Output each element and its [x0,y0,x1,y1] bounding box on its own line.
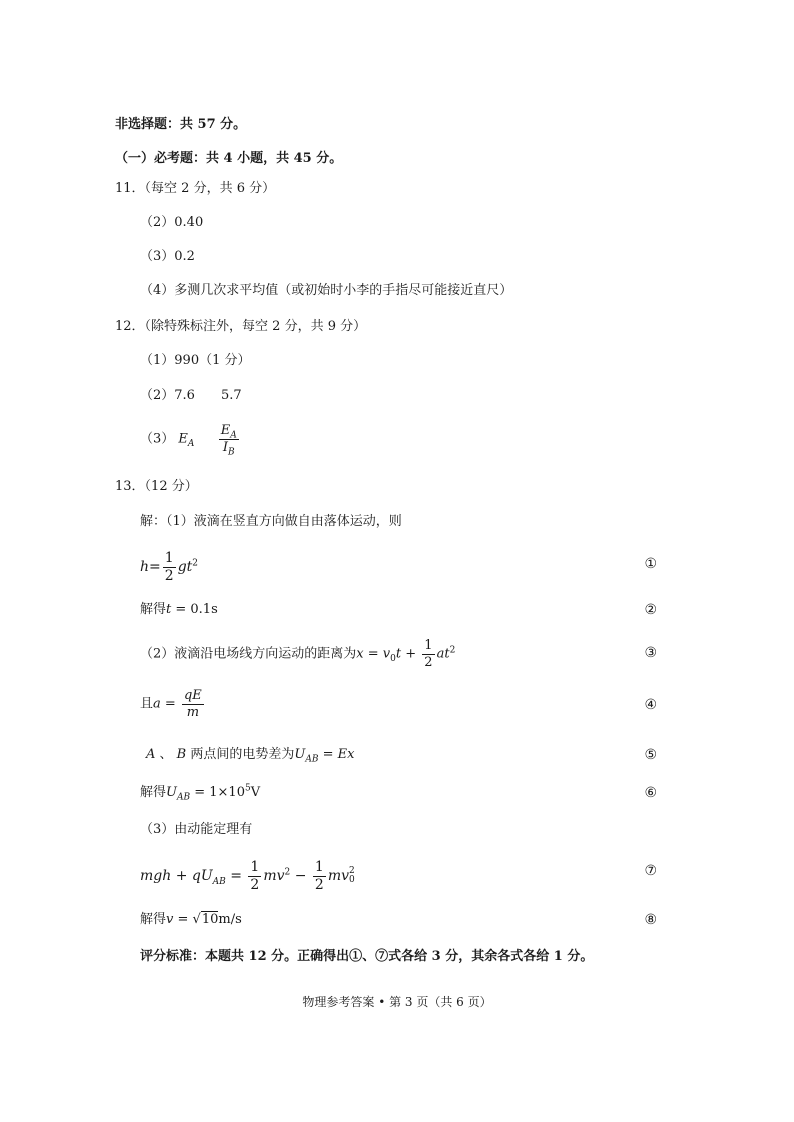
q12-ea-symbol: E [178,431,188,447]
eq5-rhs: = Ex [318,747,355,762]
eq2-marker: ② [644,602,657,618]
eq7-t1: mv [263,868,285,885]
q11-answer-3: （3）0.2 [140,249,195,264]
eq3-at: at [436,646,450,662]
q12-answer-3-label: （3） [140,431,175,447]
eq5-B: B [176,747,187,762]
eq5-marker: ⑤ [644,747,657,763]
eq7-s1: 2 [284,867,291,878]
eq8-sqrt: √10 [192,912,219,927]
eq8-unit: m/s [218,912,242,927]
eq7-fraction-1 [248,860,261,892]
q13-part-3: （3）由动能定理有 [140,822,253,837]
eq8-equals: = [173,912,193,927]
eq7-sub0: 0 [349,875,355,886]
eq8-v: v [166,912,174,927]
eq5-A: A [146,747,156,762]
eq3-num: 1 [424,638,433,653]
eq6-sub: AB [176,792,191,803]
eq2-var: t [166,602,172,617]
eq4-marker: ④ [644,697,657,713]
eq6-text: 解得 [140,785,167,800]
eq3-fraction [422,639,434,669]
eq3-plus: + [401,646,421,662]
eq7-minus: − [290,868,311,885]
eq1-fraction [163,551,176,583]
eq3-v: v [382,646,391,662]
eq4-fraction [182,689,204,719]
q12-ratio-fraction [219,423,239,458]
q13-header: 13．（12 分） [115,479,198,494]
q12-frac-den-sub: B [227,447,235,458]
q12-frac-num-sub: A [230,430,237,441]
eq6-rhs: = 1×10 [190,785,245,800]
eq5-U: U [294,747,306,762]
eq1-marker: ① [644,556,657,572]
section-title: 非选择题：共 57 分。 [115,117,247,132]
eq1-den: 2 [164,567,174,584]
page-footer: 物理参考答案 • 第 3 页（共 6 页） [302,995,492,1009]
q12-frac-denominator: I [222,439,228,455]
eq7-equals: = [225,868,247,885]
q12-answer-2-value-2: 5.7 [220,388,242,403]
eq6-sup: 5 [244,783,251,794]
eq3-equals: = [363,646,383,662]
eq4-den: m [186,704,200,720]
equation-8 [140,913,242,926]
eq7-n1: 1 [250,859,260,875]
q12-header: 12．（除特殊标注外，每空 2 分，共 9 分） [115,319,367,334]
eq1-sup: 2 [192,558,199,569]
q12-answer-3 [140,423,241,458]
eq5-text: 两点间的电势差为 [186,747,295,762]
q11-header: 11．（每空 2 分，共 6 分） [115,181,276,196]
q12-answer-2-label: （2） [140,388,175,403]
q12-frac-numerator: E [220,423,231,438]
eq8-text: 解得 [140,912,167,927]
eq3-sup: 2 [449,645,456,656]
eq6-unit: V [250,785,261,800]
eq7-s2: 2 [349,866,355,877]
equation-4 [140,689,206,719]
eq7-fraction-2 [313,860,326,892]
eq3-marker: ③ [644,645,657,661]
eq2-rest: = 0.1s [171,602,218,617]
section-subtitle: （一）必考题：共 4 小题，共 45 分。 [115,151,343,166]
eq5-sep: 、 [155,747,177,762]
equation-2 [140,603,218,616]
eq8-radicand: 10 [201,912,219,927]
q12-answer-2 [140,389,242,402]
grading-criteria: 评分标准：本题共 12 分。正确得出①、⑦式各给 3 分，其余各式各给 1 分。 [140,949,594,964]
q11-answer-2: （2）0.40 [140,215,204,230]
eq1-rhs: gt [177,559,193,576]
eq2-text: 解得 [140,602,167,617]
eq1-lhs: h [140,559,150,576]
eq7-n2: 1 [314,859,324,875]
eq4-text: 且 [140,696,154,712]
q13-solve-intro: 解：（1）液滴在竖直方向做自由落体运动，则 [140,514,402,529]
eq7-d1: 2 [250,876,260,893]
eq5-sub: AB [305,754,319,765]
eq1-equals: = [149,559,161,576]
eq3-text: （2）液滴沿电场线方向运动的距离为 [140,646,357,662]
eq7-sub: AB [212,876,226,887]
equation-3 [140,639,455,669]
eq3-den: 2 [424,654,433,670]
eq4-a: a [153,696,161,712]
eq4-equals: = [160,696,180,712]
eq7-d2: 2 [314,876,324,893]
equation-6 [140,783,261,803]
eq1-num: 1 [164,550,174,566]
eq3-t: t [395,646,402,662]
eq3-x: x [356,646,364,662]
equation-7 [140,860,355,892]
q11-answer-4: （4）多测几次求平均值（或初始时小李的手指尽可能接近直尺） [140,283,513,298]
equation-1 [140,551,198,583]
eq8-marker: ⑧ [644,912,657,928]
eq7-lhs: mgh + qU [140,868,213,885]
eq6-U: U [166,785,177,800]
q12-answer-2-value-1: 7.6 [174,388,195,403]
equation-5 [146,747,355,765]
eq3-sub0: 0 [390,654,396,665]
eq4-num: qE [183,688,202,703]
eq6-marker: ⑥ [644,785,657,801]
q12-answer-1: （1）990（1 分） [140,353,251,368]
q12-ea-subscript: A [187,439,195,450]
eq7-marker: ⑦ [644,863,657,879]
eq7-t2: mv [327,868,350,885]
